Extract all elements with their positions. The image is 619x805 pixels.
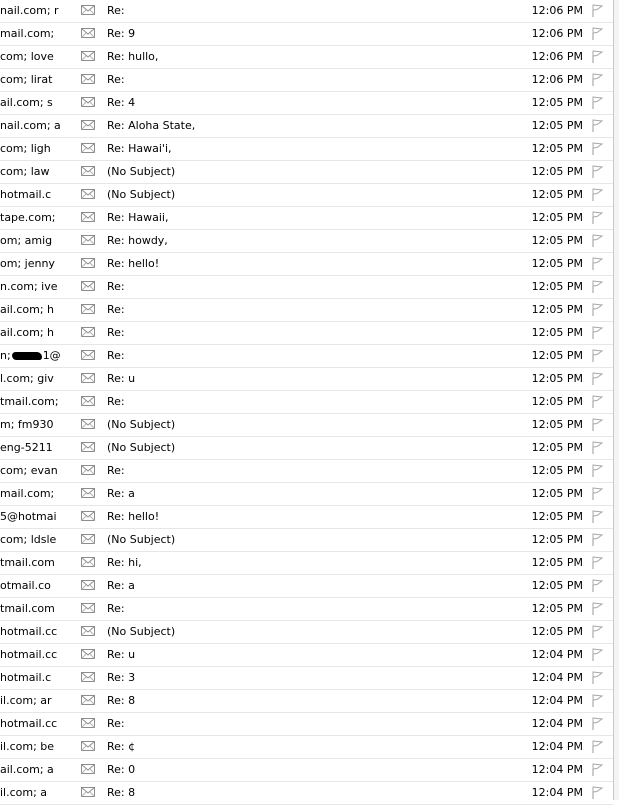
- received-time: 12:05 PM: [531, 441, 583, 454]
- recipient-cell: [0, 368, 54, 390]
- recipient-cell: [0, 115, 61, 137]
- envelope-icon: [80, 345, 102, 367]
- flag-icon[interactable]: [590, 230, 606, 252]
- recipient-text: tmail.com;: [0, 395, 59, 408]
- recipient-cell: [0, 46, 54, 68]
- recipient-text: ail.com; s: [0, 96, 53, 109]
- message-row[interactable]: [0, 529, 613, 552]
- envelope-icon: [80, 23, 102, 45]
- flag-icon[interactable]: [590, 690, 606, 712]
- message-row[interactable]: [0, 253, 613, 276]
- recipient-text: tmail.com: [0, 602, 55, 615]
- envelope-icon: [80, 253, 102, 275]
- recipient-cell: [0, 759, 54, 781]
- recipient-cell: [0, 460, 58, 482]
- envelope-icon: [80, 552, 102, 574]
- flag-icon[interactable]: [590, 322, 606, 344]
- message-row[interactable]: [0, 276, 613, 299]
- flag-icon[interactable]: [590, 782, 606, 804]
- flag-icon[interactable]: [590, 391, 606, 413]
- envelope-icon: [80, 414, 102, 436]
- received-time: 12:04 PM: [531, 717, 583, 730]
- message-row[interactable]: [0, 575, 613, 598]
- subject-text: Re:: [107, 280, 125, 293]
- message-row[interactable]: [0, 207, 613, 230]
- message-row[interactable]: [0, 391, 613, 414]
- received-time: 12:05 PM: [531, 579, 583, 592]
- recipient-cell: [0, 782, 48, 804]
- message-row[interactable]: [0, 437, 613, 460]
- flag-icon[interactable]: [590, 552, 606, 574]
- envelope-icon: [80, 690, 102, 712]
- received-time: 12:04 PM: [531, 786, 583, 799]
- envelope-icon: [80, 299, 102, 321]
- received-time: 12:05 PM: [531, 395, 583, 408]
- envelope-icon: [80, 138, 102, 160]
- redaction-mark: [12, 352, 42, 360]
- recipient-cell: [0, 713, 58, 735]
- received-time: 12:05 PM: [531, 326, 583, 339]
- message-row[interactable]: [0, 598, 613, 621]
- flag-icon[interactable]: [590, 414, 606, 436]
- message-row[interactable]: [0, 23, 613, 46]
- envelope-icon: [80, 782, 102, 804]
- subject-text: Re: 4: [107, 96, 136, 109]
- received-time: 12:05 PM: [531, 188, 583, 201]
- message-row[interactable]: [0, 759, 613, 782]
- received-time: 12:05 PM: [531, 280, 583, 293]
- subject-text: Re:: [107, 395, 125, 408]
- subject-text: Re: 3: [107, 671, 136, 684]
- recipient-text: com; law: [0, 165, 50, 178]
- message-row[interactable]: [0, 690, 613, 713]
- recipient-cell: [0, 276, 58, 298]
- subject-text: Re: howdy,: [107, 234, 168, 247]
- flag-icon[interactable]: [590, 437, 606, 459]
- subject-text: (No Subject): [107, 165, 176, 178]
- message-row[interactable]: [0, 713, 613, 736]
- flag-icon[interactable]: [590, 299, 606, 321]
- flag-icon[interactable]: [590, 575, 606, 597]
- recipient-cell: [0, 644, 58, 666]
- recipient-text: hotmail.cc: [0, 648, 58, 661]
- subject-text: Re: 8: [107, 786, 136, 799]
- recipient-text: l.com; giv: [0, 372, 54, 385]
- flag-icon[interactable]: [590, 529, 606, 551]
- recipient-text: il.com; be: [0, 740, 55, 753]
- subject-text: Re:: [107, 73, 125, 86]
- flag-icon[interactable]: [590, 276, 606, 298]
- message-row[interactable]: [0, 483, 613, 506]
- envelope-icon: [80, 621, 102, 643]
- envelope-icon: [80, 575, 102, 597]
- message-row[interactable]: [0, 782, 613, 805]
- recipient-text: tmail.com: [0, 556, 55, 569]
- subject-text: (No Subject): [107, 188, 176, 201]
- subject-text: Re:: [107, 303, 125, 316]
- flag-icon[interactable]: [590, 23, 606, 45]
- message-row[interactable]: [0, 414, 613, 437]
- flag-icon[interactable]: [590, 345, 606, 367]
- received-time: 12:05 PM: [531, 257, 583, 270]
- envelope-icon: [80, 230, 102, 252]
- subject-text: Re: a: [107, 487, 135, 500]
- recipient-cell: [0, 345, 61, 367]
- flag-icon[interactable]: [590, 460, 606, 482]
- recipient-cell: [0, 483, 55, 505]
- recipient-cell: [0, 667, 52, 689]
- envelope-icon: [80, 161, 102, 183]
- recipient-text: il.com; a: [0, 786, 48, 799]
- envelope-icon: [80, 437, 102, 459]
- envelope-icon: [80, 115, 102, 137]
- received-time: 12:05 PM: [531, 165, 583, 178]
- recipient-cell: [0, 253, 55, 275]
- envelope-icon: [80, 207, 102, 229]
- recipient-text: tape.com;: [0, 211, 56, 224]
- received-time: 12:05 PM: [531, 303, 583, 316]
- received-time: 12:05 PM: [531, 349, 583, 362]
- received-time: 12:06 PM: [531, 50, 583, 63]
- flag-icon[interactable]: [590, 207, 606, 229]
- subject-text: Re: 9: [107, 27, 136, 40]
- recipient-cell: [0, 69, 53, 91]
- message-row[interactable]: [0, 506, 613, 529]
- envelope-icon: [80, 667, 102, 689]
- recipient-cell: [0, 23, 55, 45]
- recipient-text: m; fm930: [0, 418, 54, 431]
- envelope-icon: [80, 483, 102, 505]
- message-row[interactable]: [0, 0, 613, 23]
- recipient-text: otmail.co: [0, 579, 51, 592]
- envelope-icon: [80, 276, 102, 298]
- flag-icon[interactable]: [590, 621, 606, 643]
- flag-icon[interactable]: [590, 736, 606, 758]
- recipient-cell: [0, 437, 53, 459]
- flag-icon[interactable]: [590, 115, 606, 137]
- flag-icon[interactable]: [590, 713, 606, 735]
- envelope-icon: [80, 69, 102, 91]
- recipient-text: hotmail.cc: [0, 625, 58, 638]
- message-row[interactable]: [0, 345, 613, 368]
- flag-icon[interactable]: [590, 483, 606, 505]
- recipient-cell: [0, 207, 56, 229]
- received-time: 12:04 PM: [531, 694, 583, 707]
- scrollbar-edge[interactable]: [614, 0, 619, 800]
- received-time: 12:06 PM: [531, 4, 583, 17]
- recipient-text: n.com; ive: [0, 280, 58, 293]
- message-row[interactable]: [0, 460, 613, 483]
- message-row[interactable]: [0, 644, 613, 667]
- subject-text: (No Subject): [107, 533, 176, 546]
- flag-icon[interactable]: [590, 598, 606, 620]
- message-row[interactable]: [0, 138, 613, 161]
- received-time: 12:04 PM: [531, 740, 583, 753]
- subject-text: Re: hullo,: [107, 50, 159, 63]
- subject-text: (No Subject): [107, 418, 176, 431]
- recipient-cell: [0, 552, 55, 574]
- message-row[interactable]: [0, 552, 613, 575]
- subject-text: Re:: [107, 717, 125, 730]
- received-time: 12:05 PM: [531, 533, 583, 546]
- envelope-icon: [80, 46, 102, 68]
- flag-icon[interactable]: [590, 253, 606, 275]
- message-row[interactable]: [0, 115, 613, 138]
- recipient-text: mail.com;: [0, 487, 55, 500]
- envelope-icon: [80, 506, 102, 528]
- received-time: 12:05 PM: [531, 234, 583, 247]
- message-row[interactable]: [0, 69, 613, 92]
- received-time: 12:06 PM: [531, 27, 583, 40]
- message-row[interactable]: [0, 621, 613, 644]
- received-time: 12:05 PM: [531, 96, 583, 109]
- message-row[interactable]: [0, 299, 613, 322]
- envelope-icon: [80, 713, 102, 735]
- recipient-text: com; lirat: [0, 73, 53, 86]
- recipient-cell: [0, 0, 59, 22]
- recipient-cell: [0, 598, 55, 620]
- received-time: 12:04 PM: [531, 648, 583, 661]
- envelope-icon: [80, 368, 102, 390]
- subject-text: Re: hello!: [107, 257, 160, 270]
- subject-text: Re: 0: [107, 763, 136, 776]
- subject-text: Re: Hawaii,: [107, 211, 169, 224]
- recipient-cell: [0, 322, 55, 344]
- recipient-text: ail.com; a: [0, 763, 54, 776]
- message-row[interactable]: [0, 184, 613, 207]
- envelope-icon: [80, 598, 102, 620]
- received-time: 12:05 PM: [531, 510, 583, 523]
- flag-icon[interactable]: [590, 46, 606, 68]
- message-row[interactable]: [0, 230, 613, 253]
- recipient-cell: [0, 138, 51, 160]
- subject-text: Re:: [107, 349, 125, 362]
- subject-text: Re: Hawai'i,: [107, 142, 172, 155]
- flag-icon[interactable]: [590, 92, 606, 114]
- flag-icon[interactable]: [590, 184, 606, 206]
- recipient-text: com; ldsle: [0, 533, 57, 546]
- subject-text: Re: u: [107, 648, 136, 661]
- message-row[interactable]: [0, 46, 613, 69]
- recipient-cell: [0, 391, 59, 413]
- envelope-icon: [80, 736, 102, 758]
- received-time: 12:05 PM: [531, 464, 583, 477]
- subject-text: (No Subject): [107, 441, 176, 454]
- received-time: 12:05 PM: [531, 211, 583, 224]
- recipient-text: nail.com; a: [0, 119, 61, 132]
- subject-text: Re:: [107, 464, 125, 477]
- recipient-text: il.com; ar: [0, 694, 52, 707]
- recipient-text: hotmail.c: [0, 188, 52, 201]
- recipient-cell: [0, 184, 52, 206]
- flag-icon[interactable]: [590, 138, 606, 160]
- subject-text: Re: hello!: [107, 510, 160, 523]
- recipient-text: hotmail.c: [0, 671, 52, 684]
- recipient-cell: [0, 299, 55, 321]
- flag-icon[interactable]: [590, 644, 606, 666]
- flag-icon[interactable]: [590, 161, 606, 183]
- message-row[interactable]: [0, 161, 613, 184]
- subject-text: Re:: [107, 4, 125, 17]
- received-time: 12:05 PM: [531, 418, 583, 431]
- flag-icon[interactable]: [590, 368, 606, 390]
- recipient-text-tail: 1@: [42, 349, 61, 362]
- received-time: 12:04 PM: [531, 671, 583, 684]
- envelope-icon: [80, 322, 102, 344]
- envelope-icon: [80, 92, 102, 114]
- recipient-cell: [0, 506, 57, 528]
- subject-text: Re:: [107, 602, 125, 615]
- recipient-text: com; ligh: [0, 142, 51, 155]
- subject-text: Re: a: [107, 579, 135, 592]
- message-row[interactable]: [0, 322, 613, 345]
- envelope-icon: [80, 460, 102, 482]
- recipient-text: n;: [0, 349, 11, 362]
- flag-icon[interactable]: [590, 759, 606, 781]
- recipient-cell: [0, 414, 54, 436]
- subject-text: Re: u: [107, 372, 136, 385]
- envelope-icon: [80, 184, 102, 206]
- recipient-cell: [0, 736, 55, 758]
- recipient-text: hotmail.cc: [0, 717, 58, 730]
- subject-text: Re: Aloha State,: [107, 119, 196, 132]
- received-time: 12:05 PM: [531, 142, 583, 155]
- flag-icon[interactable]: [590, 667, 606, 689]
- recipient-cell: [0, 575, 51, 597]
- received-time: 12:05 PM: [531, 625, 583, 638]
- recipient-text: nail.com; r: [0, 4, 59, 17]
- recipient-text: com; evan: [0, 464, 58, 477]
- subject-text: Re:: [107, 326, 125, 339]
- envelope-icon: [80, 644, 102, 666]
- envelope-icon: [80, 391, 102, 413]
- flag-icon[interactable]: [590, 506, 606, 528]
- envelope-icon: [80, 0, 102, 22]
- subject-text: Re: 8: [107, 694, 136, 707]
- recipient-cell: [0, 690, 52, 712]
- subject-text: Re: hi,: [107, 556, 142, 569]
- message-row[interactable]: [0, 92, 613, 115]
- recipient-text: ail.com; h: [0, 326, 55, 339]
- subject-text: Re: ¢: [107, 740, 136, 753]
- received-time: 12:05 PM: [531, 372, 583, 385]
- received-time: 12:05 PM: [531, 556, 583, 569]
- message-row[interactable]: [0, 736, 613, 759]
- recipient-text: mail.com;: [0, 27, 55, 40]
- recipient-text: 5@hotmai: [0, 510, 57, 523]
- recipient-cell: [0, 161, 48, 183]
- received-time: 12:05 PM: [531, 119, 583, 132]
- received-time: 12:04 PM: [531, 763, 583, 776]
- flag-icon[interactable]: [590, 69, 606, 91]
- recipient-text: com; love: [0, 50, 54, 63]
- recipient-cell: [0, 529, 57, 551]
- envelope-icon: [80, 759, 102, 781]
- recipient-text: om; amig: [0, 234, 53, 247]
- received-time: 12:05 PM: [531, 602, 583, 615]
- flag-icon[interactable]: [590, 0, 606, 22]
- recipient-cell: [0, 621, 58, 643]
- subject-text: (No Subject): [107, 625, 176, 638]
- recipient-cell: [0, 230, 53, 252]
- message-row[interactable]: [0, 667, 613, 690]
- recipient-text: ail.com; h: [0, 303, 55, 316]
- recipient-text: eng-5211: [0, 441, 53, 454]
- recipient-cell: [0, 92, 53, 114]
- message-row[interactable]: [0, 368, 613, 391]
- envelope-icon: [80, 529, 102, 551]
- received-time: 12:06 PM: [531, 73, 583, 86]
- recipient-text: om; jenny: [0, 257, 55, 270]
- received-time: 12:05 PM: [531, 487, 583, 500]
